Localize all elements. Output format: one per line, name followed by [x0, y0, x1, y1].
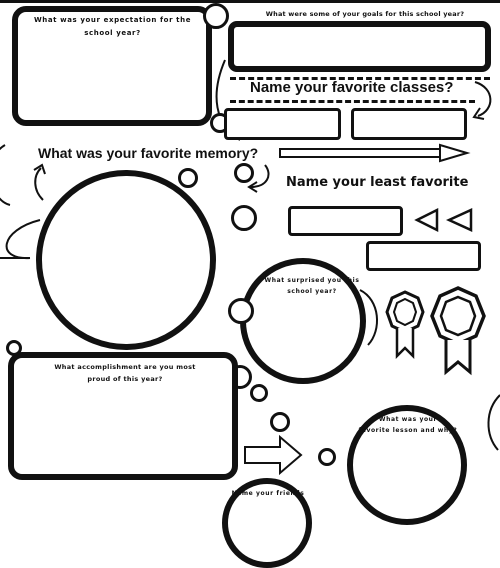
decor-circle [270, 412, 290, 432]
curved-arrow-icon [245, 165, 275, 195]
decorative-lines [480, 395, 500, 455]
decor-circle [178, 168, 198, 188]
dashed-divider [230, 100, 475, 103]
friends-prompt: Name your friends [231, 490, 305, 497]
decor-circle [203, 3, 229, 29]
arrow-right-icon [245, 435, 305, 475]
accomplishment-line-2: proud of this year? [87, 374, 163, 383]
expectation-prompt [25, 14, 200, 41]
curved-arrow-icon [470, 82, 500, 122]
favorite-lesson-line-1: What was your [378, 416, 438, 423]
double-arrow-left-icon [415, 208, 475, 232]
accomplishment-prompt [25, 362, 225, 385]
least-favorite-box-2[interactable] [366, 241, 481, 271]
favorite-memory-circle[interactable] [36, 170, 216, 350]
favorite-classes-prompt: Name your favorite classes? [250, 79, 454, 96]
decor-circle [318, 448, 336, 466]
favorite-lesson-prompt [358, 414, 458, 437]
award-ribbon-icon [385, 290, 425, 360]
surprise-line-2: school year? [287, 288, 337, 296]
award-ribbon-icon [428, 286, 488, 376]
arrow-right-icon [280, 145, 470, 165]
accomplishment-line-1: What accomplishment are you most [54, 363, 196, 371]
least-favorite-prompt: Name your least favorite [286, 175, 469, 190]
surprise-line-1: What surprised you this [264, 277, 360, 284]
expectation-line-1: What was your expectation for the [33, 16, 192, 24]
favorite-lesson-line-2: favorite lesson and why? [358, 427, 458, 435]
surprise-prompt [262, 275, 362, 298]
decor-circle [228, 298, 254, 324]
decor-circle [6, 340, 22, 356]
expectation-line-2: school year? [84, 29, 141, 38]
decor-circle [250, 384, 268, 402]
goals-prompt: What were some of your goals for this school year? [265, 10, 465, 18]
favorite-class-box-2[interactable] [351, 108, 467, 140]
decor-circle [231, 205, 257, 231]
least-favorite-box-1[interactable] [288, 206, 403, 236]
goals-answer-box[interactable] [228, 21, 491, 72]
favorite-memory-prompt: What was your favorite memory? [38, 145, 259, 161]
favorite-class-box-1[interactable] [224, 108, 341, 140]
